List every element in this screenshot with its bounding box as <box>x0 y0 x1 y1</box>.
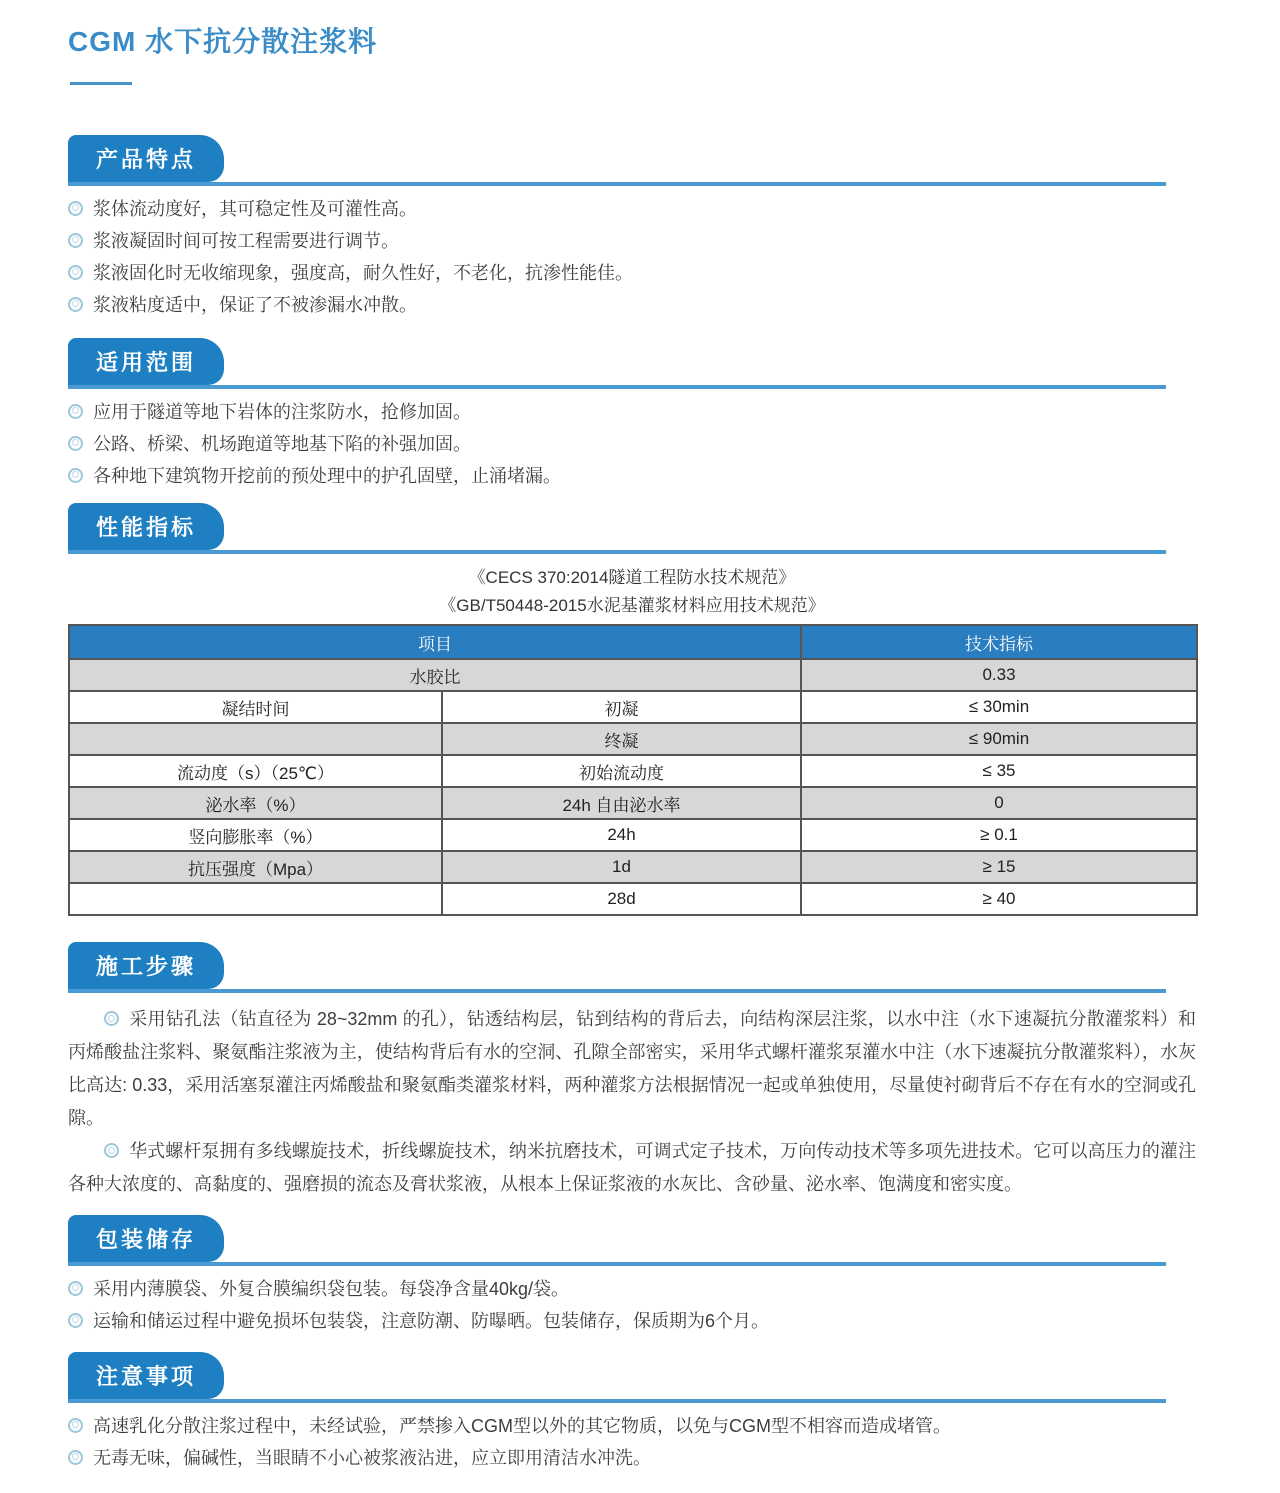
section-packaging-badge <box>68 1215 224 1262</box>
section-features <box>68 135 1196 320</box>
bullet-text: 浆液凝固时间可按工程需要进行调节。 <box>93 231 399 251</box>
list-item <box>68 459 1196 491</box>
bullet-icon <box>68 201 83 216</box>
table-cell: ≥ 40 <box>801 883 1197 915</box>
section-notes-header <box>68 1352 1196 1403</box>
bullet-text: 无毒无味，偏碱性，当眼睛不小心被浆液沾进，应立即用清洁水冲洗。 <box>93 1448 651 1468</box>
list-item <box>68 256 1196 288</box>
section-features-badge <box>68 135 224 182</box>
section-packaging-header <box>68 1215 1196 1266</box>
list-item <box>68 427 1196 459</box>
table-header-row <box>69 625 1197 659</box>
list-item <box>68 224 1196 256</box>
table-cell: ≥ 0.1 <box>801 819 1197 851</box>
table-cell: ≥ 15 <box>801 851 1197 883</box>
paragraph-text: 华式螺杆泵拥有多线螺旋技术，折线螺旋技术，纳米抗磨技术，可调式定子技术，万向传动技术等多项先进技术。它可以高压力的灌注各种大浓度的、高黏度的、强磨损的流态及膏状浆液，从根本上保证浆液的水灰比、含砂量、泌水率、饱满度和密实度。 <box>68 1141 1196 1194</box>
bullet-icon <box>68 297 83 312</box>
packaging-list <box>68 1272 1196 1336</box>
table-cell: 24h 自由泌水率 <box>442 787 801 819</box>
section-rule <box>68 1262 1166 1266</box>
section-scope-heading: 适用范围 <box>96 350 197 375</box>
bullet-icon <box>68 265 83 280</box>
list-item <box>68 1272 1196 1304</box>
table-cell: 水胶比 <box>69 659 801 691</box>
table-cell: ≤ 30min <box>801 691 1197 723</box>
bullet-text: 浆液粘度适中，保证了不被渗漏水冲散。 <box>93 295 417 315</box>
section-features-heading: 产品特点 <box>96 147 197 172</box>
section-notes <box>68 1352 1196 1473</box>
section-scope <box>68 338 1196 491</box>
section-notes-heading: 注意事项 <box>96 1364 197 1389</box>
table-row <box>69 723 1197 755</box>
section-packaging <box>68 1215 1196 1336</box>
section-performance-heading: 性能指标 <box>96 515 197 540</box>
section-construction-badge <box>68 942 224 989</box>
section-construction <box>68 942 1196 1201</box>
section-features-header <box>68 135 1196 186</box>
section-rule <box>68 989 1166 993</box>
list-item <box>68 192 1196 224</box>
table-cell: 24h <box>442 819 801 851</box>
table-cell: 初始流动度 <box>442 755 801 787</box>
bullet-icon <box>104 1011 119 1026</box>
table-cell: 凝结时间 <box>69 691 442 723</box>
table-cell: 0 <box>801 787 1197 819</box>
table-cell: 泌水率（%） <box>69 787 442 819</box>
table-row <box>69 851 1197 883</box>
section-construction-header <box>68 942 1196 993</box>
page-title: CGM 水下抗分散注浆料 <box>68 26 378 57</box>
section-rule <box>68 385 1166 389</box>
section-performance <box>68 503 1196 916</box>
section-rule <box>68 182 1166 186</box>
table-cell: 初凝 <box>442 691 801 723</box>
bullet-text: 运输和储运过程中避免损坏包装袋，注意防潮、防曝晒。包装储存，保质期为6个月。 <box>93 1311 770 1331</box>
bullet-icon <box>68 1313 83 1328</box>
bullet-icon <box>68 468 83 483</box>
table-cell: 竖向膨胀率（%） <box>69 819 442 851</box>
table-cell: 终凝 <box>442 723 801 755</box>
section-rule <box>68 550 1166 554</box>
bullet-icon <box>68 1418 83 1433</box>
table-row <box>69 819 1197 851</box>
bullet-text: 采用内薄膜袋、外复合膜编织袋包装。每袋净含量40kg/袋。 <box>93 1279 570 1299</box>
construction-paragraph <box>68 1135 1196 1201</box>
table-row <box>69 659 1197 691</box>
bullet-icon <box>68 233 83 248</box>
table-cell: 抗压强度（Mpa） <box>69 851 442 883</box>
standard-reference-2: 《GB/T50448-2015水泥基灌浆材料应用技术规范》 <box>439 596 825 615</box>
notes-list <box>68 1409 1196 1473</box>
section-rule <box>68 1399 1166 1403</box>
performance-table <box>68 624 1198 916</box>
bullet-icon <box>68 436 83 451</box>
table-row <box>69 691 1197 723</box>
table-header-item: 项目 <box>69 625 801 659</box>
section-scope-header <box>68 338 1196 389</box>
list-item <box>68 1409 1196 1441</box>
table-cell: 28d <box>442 883 801 915</box>
table-header-indicator: 技术指标 <box>801 625 1197 659</box>
list-item <box>68 1441 1196 1473</box>
scope-list <box>68 395 1196 491</box>
table-cell: ≤ 35 <box>801 755 1197 787</box>
section-performance-badge <box>68 503 224 550</box>
bullet-text: 浆液固化时无收缩现象，强度高，耐久性好，不老化，抗渗性能佳。 <box>93 263 633 283</box>
bullet-text: 各种地下建筑物开挖前的预处理中的护孔固壁，止涌堵漏。 <box>93 466 561 486</box>
table-cell: 流动度（s）（25℃） <box>69 755 442 787</box>
bullet-text: 高速乳化分散注浆过程中，未经试验，严禁掺入CGM型以外的其它物质，以免与CGM型不相容而造成堵管。 <box>93 1416 951 1436</box>
table-cell: 0.33 <box>801 659 1197 691</box>
bullet-text: 应用于隧道等地下岩体的注浆防水，抢修加固。 <box>93 402 471 422</box>
table-cell: ≤ 90min <box>801 723 1197 755</box>
bullet-text: 浆体流动度好，其可稳定性及可灌性高。 <box>93 199 417 219</box>
section-scope-badge <box>68 338 224 385</box>
list-item <box>68 288 1196 320</box>
construction-paragraphs <box>68 1003 1196 1201</box>
section-construction-heading: 施工步骤 <box>96 954 197 979</box>
bullet-icon <box>104 1143 119 1158</box>
table-cell <box>69 723 442 755</box>
table-row <box>69 787 1197 819</box>
section-performance-header <box>68 503 1196 554</box>
list-item <box>68 1304 1196 1336</box>
table-row <box>69 883 1197 915</box>
table-cell <box>69 883 442 915</box>
table-cell: 1d <box>442 851 801 883</box>
section-notes-badge <box>68 1352 224 1399</box>
title-underline <box>70 82 132 85</box>
section-packaging-heading: 包装储存 <box>96 1227 197 1252</box>
bullet-icon <box>68 1450 83 1465</box>
bullet-text: 公路、桥梁、机场跑道等地基下陷的补强加固。 <box>93 434 471 454</box>
standard-references <box>68 564 1196 620</box>
construction-paragraph <box>68 1003 1196 1135</box>
paragraph-text: 采用钻孔法（钻直径为 28~32mm 的孔），钻透结构层，钻到结构的背后去，向结构深层注浆，以水中注（水下速凝抗分散灌浆料）和丙烯酸盐注浆料、聚氨酯注浆液为主，使结构背后有水的空洞、孔隙全部密实，采用华式螺杆灌浆泵灌水中注（水下速凝抗分散灌浆料），水灰比高达: 0.33，采用活塞泵灌注丙烯酸盐和聚氨酯类灌浆材料，两种灌浆方法根据情况一起或单独使用，尽量使衬砌背后不存在有水的空洞或孔隙。 <box>68 1009 1196 1128</box>
standard-reference-1: 《CECS 370:2014隧道工程防水技术规范》 <box>468 568 796 587</box>
list-item <box>68 395 1196 427</box>
bullet-icon <box>68 1281 83 1296</box>
features-list <box>68 192 1196 320</box>
table-row <box>69 755 1197 787</box>
bullet-icon <box>68 404 83 419</box>
